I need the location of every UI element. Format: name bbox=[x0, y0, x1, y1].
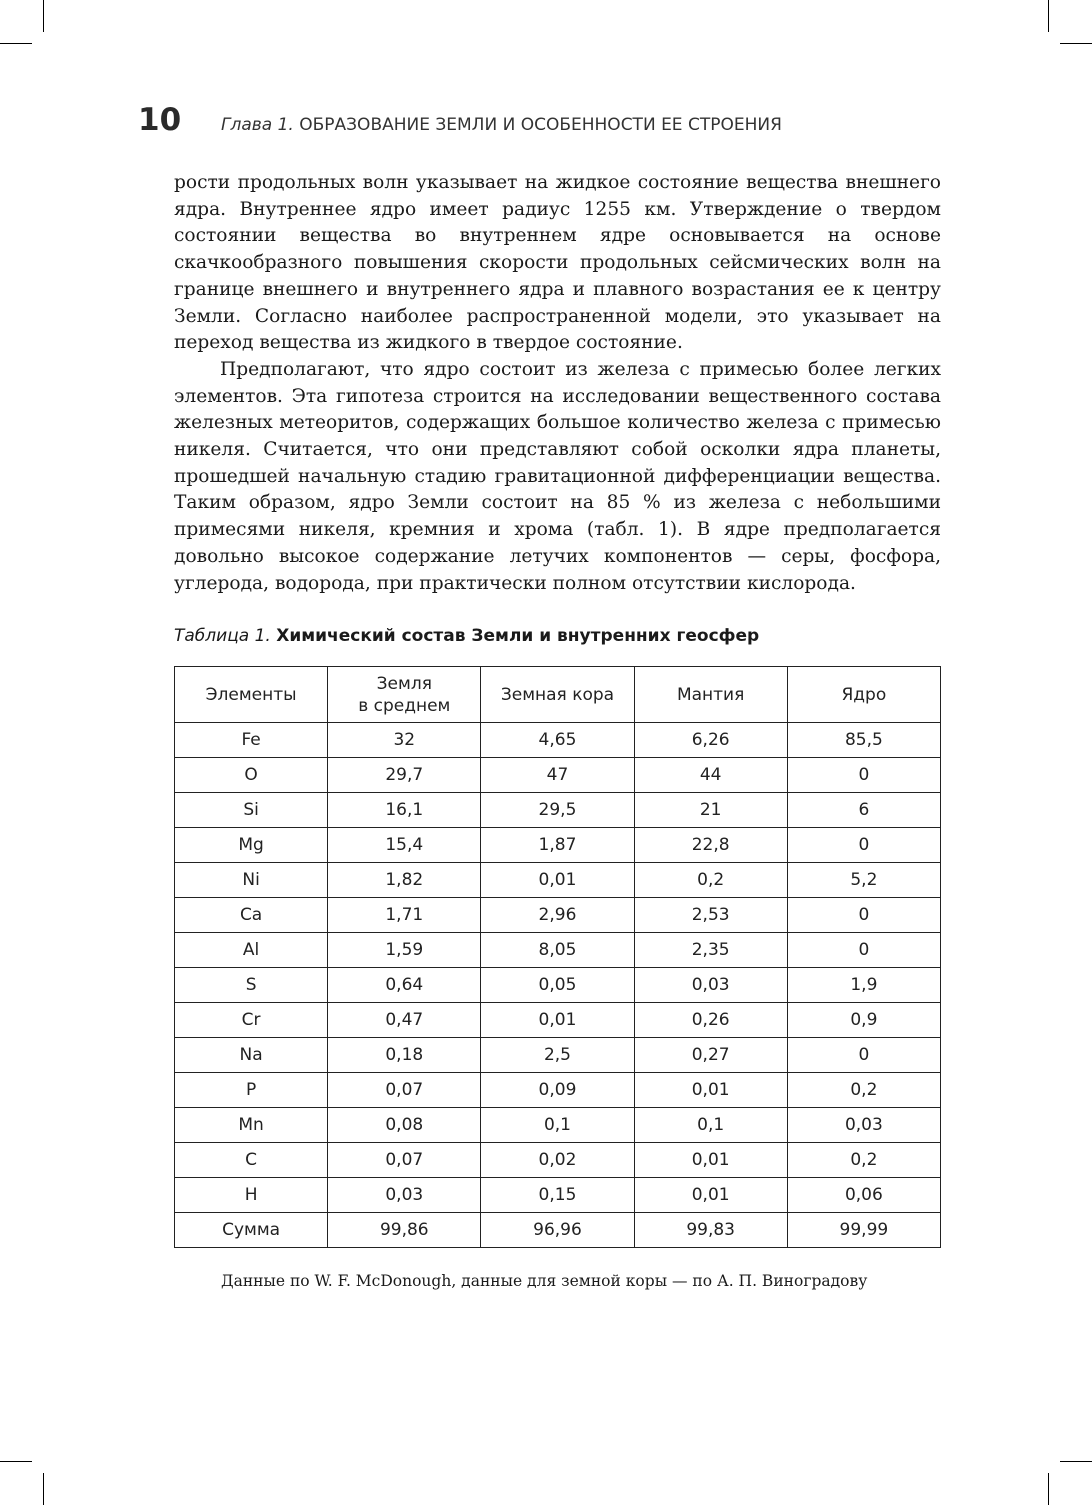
cell-crust: 0,01 bbox=[481, 1003, 634, 1038]
crop-mark bbox=[1060, 43, 1092, 44]
table-footnote: Данные по W. F. McDonough, данные для земной коры — по А. П. Виноградову bbox=[221, 1272, 868, 1290]
table-row bbox=[175, 968, 941, 1003]
cell-earth-average: 0,07 bbox=[328, 1143, 481, 1178]
crop-mark bbox=[43, 0, 44, 32]
cell-earth-average: 32 bbox=[328, 723, 481, 758]
running-head bbox=[138, 102, 958, 142]
cell-crust: 47 bbox=[481, 758, 634, 793]
table-caption bbox=[174, 626, 759, 646]
cell-earth-average: 0,64 bbox=[328, 968, 481, 1003]
cell-core: 0,06 bbox=[787, 1178, 940, 1213]
cell-mantle: 22,8 bbox=[634, 828, 787, 863]
cell-crust: 0,09 bbox=[481, 1073, 634, 1108]
cell-element: C bbox=[175, 1143, 328, 1178]
paragraph: рости продольных волн указывает на жидкое состояние вещества внешнего ядра. Внутреннее ядро имеет радиус 1255 км. Утверждение о твердом состоянии вещества во внутреннем ядре основывается на основе скачкообразного повышения скорости продольных сейсмических волн на границе внешнего и внутреннего ядра и плавного возрастания ее к центру Земли. Согласно наиболее распространенной модели, это указывает на переход вещества из жидкого в твердое состояние. bbox=[174, 172, 941, 354]
cell-earth-average: 0,47 bbox=[328, 1003, 481, 1038]
cell-mantle: 44 bbox=[634, 758, 787, 793]
cell-mantle: 21 bbox=[634, 793, 787, 828]
table-row bbox=[175, 1073, 941, 1108]
table-row bbox=[175, 933, 941, 968]
table-row bbox=[175, 793, 941, 828]
table-caption-title: Химический состав Земли и внутренних геосфер bbox=[276, 626, 760, 646]
cell-earth-average: 1,82 bbox=[328, 863, 481, 898]
cell-core: 0,2 bbox=[787, 1143, 940, 1178]
crop-mark bbox=[43, 1473, 44, 1505]
table-caption-label: Таблица 1. bbox=[174, 626, 271, 646]
cell-crust: 0,02 bbox=[481, 1143, 634, 1178]
cell-mantle: 0,01 bbox=[634, 1178, 787, 1213]
table-row bbox=[175, 1108, 941, 1143]
cell-element: Si bbox=[175, 793, 328, 828]
cell-mantle: 0,03 bbox=[634, 968, 787, 1003]
cell-element: Cr bbox=[175, 1003, 328, 1038]
cell-crust: 0,1 bbox=[481, 1108, 634, 1143]
cell-mantle: 0,2 bbox=[634, 863, 787, 898]
cell-element: H bbox=[175, 1178, 328, 1213]
cell-earth-average: 29,7 bbox=[328, 758, 481, 793]
cell-core: 0 bbox=[787, 758, 940, 793]
cell-mantle: 99,83 bbox=[634, 1213, 787, 1248]
cell-element: Сумма bbox=[175, 1213, 328, 1248]
table-row bbox=[175, 1213, 941, 1248]
cell-element: Fe bbox=[175, 723, 328, 758]
cell-earth-average: 0,08 bbox=[328, 1108, 481, 1143]
crop-mark bbox=[1048, 0, 1049, 32]
cell-crust: 8,05 bbox=[481, 933, 634, 968]
cell-core: 5,2 bbox=[787, 863, 940, 898]
crop-mark bbox=[0, 1461, 32, 1462]
body-text bbox=[174, 170, 941, 597]
cell-element: Mg bbox=[175, 828, 328, 863]
cell-earth-average: 0,18 bbox=[328, 1038, 481, 1073]
header-cell-mantle: Мантия bbox=[634, 667, 787, 723]
cell-mantle: 2,35 bbox=[634, 933, 787, 968]
header-cell-core: Ядро bbox=[787, 667, 940, 723]
cell-crust: 0,05 bbox=[481, 968, 634, 1003]
cell-crust: 0,15 bbox=[481, 1178, 634, 1213]
table-row bbox=[175, 1038, 941, 1073]
table-row bbox=[175, 758, 941, 793]
header-line: Земля в среднем bbox=[358, 673, 451, 716]
chapter-label: Глава 1. bbox=[221, 115, 294, 135]
cell-element: S bbox=[175, 968, 328, 1003]
cell-earth-average: 99,86 bbox=[328, 1213, 481, 1248]
cell-mantle: 0,01 bbox=[634, 1143, 787, 1178]
cell-element: Na bbox=[175, 1038, 328, 1073]
cell-element: O bbox=[175, 758, 328, 793]
cell-core: 0 bbox=[787, 1038, 940, 1073]
chapter-name: ОБРАЗОВАНИЕ ЗЕМЛИ И ОСОБЕННОСТИ ЕЕ СТРОЕНИЯ bbox=[299, 115, 782, 135]
cell-core: 0,9 bbox=[787, 1003, 940, 1038]
cell-element: Mn bbox=[175, 1108, 328, 1143]
cell-core: 0 bbox=[787, 898, 940, 933]
cell-crust: 1,87 bbox=[481, 828, 634, 863]
paragraph: Предполагают, что ядро состоит из железа с примесью более легких элементов. Эта гипотеза строится на исследовании вещественного состава железных метеоритов, содержащих большое количество железа с примесью никеля. Считается, что они представляют собой осколки ядра планеты, прошедшей начальную стадию гравитационной дифференциации вещества. Таким образом, ядро Земли состоит на 85 % из железа с небольшими примесями никеля, кремния и хрома (табл. 1). В ядре предполагается довольно высокое содержание летучих компонентов — серы, фосфора, углерода, водорода, при практически полном отсутствии кислорода. bbox=[174, 358, 941, 594]
header-cell-crust: Земная кора bbox=[481, 667, 634, 723]
cell-mantle: 6,26 bbox=[634, 723, 787, 758]
cell-core: 1,9 bbox=[787, 968, 940, 1003]
cell-element: P bbox=[175, 1073, 328, 1108]
cell-mantle: 0,1 bbox=[634, 1108, 787, 1143]
cell-mantle: 2,53 bbox=[634, 898, 787, 933]
table-row bbox=[175, 1143, 941, 1178]
header-cell-elements: Элементы bbox=[175, 667, 328, 723]
cell-earth-average: 15,4 bbox=[328, 828, 481, 863]
page-number: 10 bbox=[138, 102, 182, 138]
cell-earth-average: 0,03 bbox=[328, 1178, 481, 1213]
cell-mantle: 0,26 bbox=[634, 1003, 787, 1038]
cell-crust: 96,96 bbox=[481, 1213, 634, 1248]
table-row bbox=[175, 863, 941, 898]
composition-table bbox=[174, 666, 941, 1248]
cell-element: Al bbox=[175, 933, 328, 968]
cell-core: 99,99 bbox=[787, 1213, 940, 1248]
table-row bbox=[175, 828, 941, 863]
cell-core: 85,5 bbox=[787, 723, 940, 758]
cell-crust: 4,65 bbox=[481, 723, 634, 758]
cell-earth-average: 16,1 bbox=[328, 793, 481, 828]
chapter-title bbox=[221, 115, 782, 135]
cell-earth-average: 0,07 bbox=[328, 1073, 481, 1108]
cell-core: 6 bbox=[787, 793, 940, 828]
table-header-row bbox=[175, 667, 941, 723]
cell-element: Ni bbox=[175, 863, 328, 898]
cell-crust: 0,01 bbox=[481, 863, 634, 898]
table-row bbox=[175, 1178, 941, 1213]
cell-crust: 29,5 bbox=[481, 793, 634, 828]
table-row bbox=[175, 1003, 941, 1038]
cell-element: Ca bbox=[175, 898, 328, 933]
crop-mark bbox=[1048, 1473, 1049, 1505]
cell-core: 0,03 bbox=[787, 1108, 940, 1143]
table-row bbox=[175, 898, 941, 933]
crop-mark bbox=[1060, 1461, 1092, 1462]
cell-core: 0 bbox=[787, 933, 940, 968]
cell-crust: 2,96 bbox=[481, 898, 634, 933]
cell-core: 0,2 bbox=[787, 1073, 940, 1108]
crop-mark bbox=[0, 43, 32, 44]
cell-mantle: 0,01 bbox=[634, 1073, 787, 1108]
cell-earth-average: 1,71 bbox=[328, 898, 481, 933]
header-cell-earth-average bbox=[328, 667, 481, 723]
cell-mantle: 0,27 bbox=[634, 1038, 787, 1073]
cell-core: 0 bbox=[787, 828, 940, 863]
cell-earth-average: 1,59 bbox=[328, 933, 481, 968]
table-row bbox=[175, 723, 941, 758]
cell-crust: 2,5 bbox=[481, 1038, 634, 1073]
